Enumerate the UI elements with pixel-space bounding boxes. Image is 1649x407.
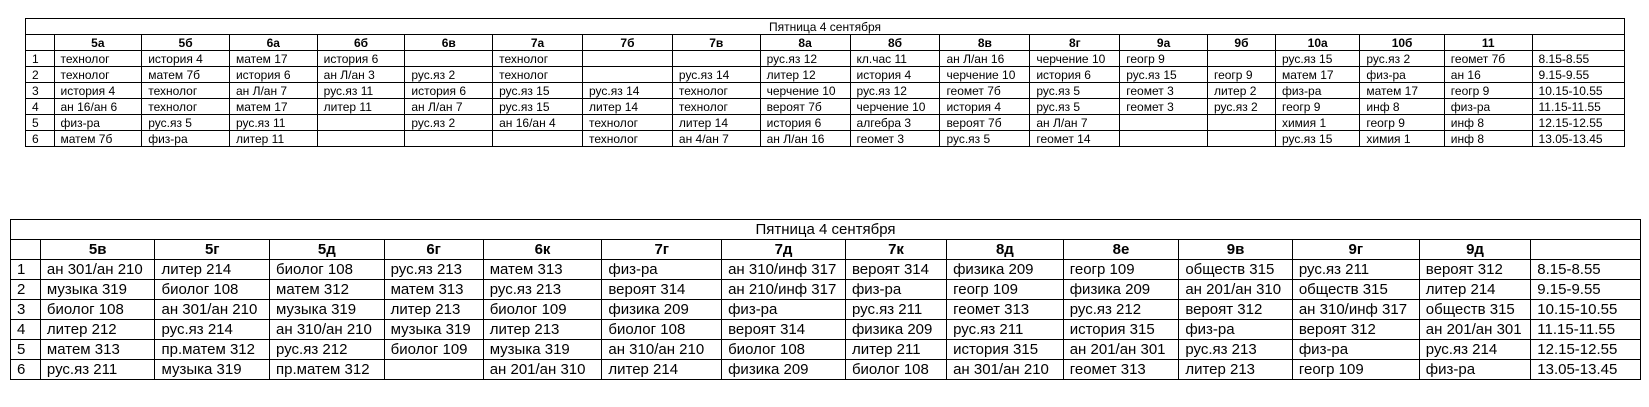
lesson-cell: рус.яз 2	[405, 67, 493, 83]
schedule-table-1	[25, 18, 1625, 147]
lesson-cell: матем 17	[1360, 83, 1444, 99]
lesson-cell: черчение 10	[940, 67, 1030, 83]
lesson-cell: музыка 319	[384, 320, 483, 340]
lesson-cell: ан 310/ан 210	[270, 320, 385, 340]
lesson-cell: рус.яз 15	[493, 99, 583, 115]
lesson-cell: инф 8	[1360, 99, 1444, 115]
lesson-cell: рус.яз 15	[1120, 67, 1208, 83]
lesson-cell: рус.яз 11	[317, 83, 405, 99]
lesson-cell: ан 301/ан 210	[155, 300, 270, 320]
lesson-cell: ан 16/ан 6	[54, 99, 142, 115]
table-row	[26, 51, 1625, 67]
lesson-time: 12.15-12.55	[1532, 115, 1624, 131]
lesson-cell	[405, 131, 493, 147]
lesson-cell: литер 214	[1419, 280, 1530, 300]
lesson-cell: история 4	[850, 67, 940, 83]
lesson-cell: ан 310/инф 317	[1292, 300, 1419, 320]
class-header: 7к	[845, 240, 946, 260]
lesson-cell: вероят 7б	[940, 115, 1030, 131]
lesson-cell	[384, 360, 483, 380]
table-row	[11, 260, 1641, 280]
lesson-cell: технолог	[142, 83, 230, 99]
table-row	[26, 115, 1625, 131]
lesson-cell: геомет 313	[1063, 360, 1179, 380]
lesson-cell: физ-ра	[1360, 67, 1444, 83]
class-header: 8б	[850, 35, 940, 51]
lesson-cell: рус.яз 214	[1419, 340, 1530, 360]
class-header: 8е	[1063, 240, 1179, 260]
table-row	[26, 83, 1625, 99]
lesson-cell: геогр 9	[1275, 99, 1359, 115]
table-title: Пятница 4 сентября	[26, 19, 1625, 35]
lesson-cell: история 6	[405, 83, 493, 99]
class-header: 6г	[384, 240, 483, 260]
lesson-cell	[1120, 115, 1208, 131]
title-row	[26, 19, 1625, 35]
corner-cell	[26, 35, 55, 51]
lesson-cell: ан 201/ан 301	[1063, 340, 1179, 360]
lesson-cell: обществ 315	[1179, 260, 1293, 280]
lesson-cell: история 6	[1030, 67, 1120, 83]
lesson-cell: геомет 7б	[1444, 51, 1532, 67]
class-header: 7г	[602, 240, 722, 260]
lesson-cell: ан 301/ан 210	[40, 260, 155, 280]
lesson-cell: рус.яз 15	[1275, 51, 1359, 67]
lesson-cell: литер 12	[760, 67, 850, 83]
lesson-cell: физика 209	[722, 360, 846, 380]
lesson-cell: физ-ра	[602, 260, 722, 280]
class-header: 10б	[1360, 35, 1444, 51]
class-header: 9б	[1207, 35, 1275, 51]
lesson-cell: геогр 9	[1207, 67, 1275, 83]
lesson-cell: технолог	[672, 83, 760, 99]
lesson-cell: пр.матем 312	[270, 360, 385, 380]
lesson-cell: ан 310/инф 317	[722, 260, 846, 280]
lesson-time: 11.15-11.55	[1532, 99, 1624, 115]
lesson-cell: технолог	[583, 131, 673, 147]
time-header	[1531, 240, 1641, 260]
lesson-cell: рус.яз 212	[1063, 300, 1179, 320]
class-header: 5д	[270, 240, 385, 260]
lesson-time: 12.15-12.55	[1531, 340, 1641, 360]
lesson-cell: литер 2	[1207, 83, 1275, 99]
lesson-cell: рус.яз 2	[1360, 51, 1444, 67]
lesson-cell: рус.яз 11	[229, 115, 317, 131]
lesson-cell: рус.яз 5	[940, 131, 1030, 147]
lesson-cell: обществ 315	[1419, 300, 1530, 320]
lesson-cell: рус.яз 211	[947, 320, 1064, 340]
lesson-cell: матем 17	[1275, 67, 1359, 83]
table-row	[26, 99, 1625, 115]
lesson-time: 9.15-9.55	[1532, 67, 1624, 83]
lesson-cell: черчение 10	[760, 83, 850, 99]
lesson-cell: биолог 108	[722, 340, 846, 360]
lesson-cell: ан 301/ан 210	[947, 360, 1064, 380]
header-row	[26, 35, 1625, 51]
class-header: 8д	[947, 240, 1064, 260]
corner-cell	[11, 240, 41, 260]
lesson-cell: вероят 314	[845, 260, 946, 280]
lesson-time: 10.15-10.55	[1532, 83, 1624, 99]
lesson-cell: матем 312	[270, 280, 385, 300]
lesson-cell: ан 16	[1444, 67, 1532, 83]
table-row	[11, 360, 1641, 380]
class-header: 8г	[1030, 35, 1120, 51]
lesson-cell: технолог	[493, 67, 583, 83]
lesson-cell	[583, 67, 673, 83]
lesson-cell	[493, 131, 583, 147]
lesson-cell: геомет 313	[947, 300, 1064, 320]
class-header: 7в	[672, 35, 760, 51]
lesson-cell: литер 212	[40, 320, 155, 340]
lesson-cell: биолог 108	[845, 360, 946, 380]
lesson-cell: геогр 109	[1292, 360, 1419, 380]
class-header: 6в	[405, 35, 493, 51]
class-header: 8а	[760, 35, 850, 51]
lesson-cell: рус.яз 214	[155, 320, 270, 340]
lesson-cell: ан Л/ан 7	[1030, 115, 1120, 131]
lesson-cell: вероят 312	[1179, 300, 1293, 320]
lesson-cell	[672, 51, 760, 67]
lesson-cell: литер 213	[483, 320, 602, 340]
lesson-cell: ан Л/ан 7	[229, 83, 317, 99]
lesson-cell: технолог	[493, 51, 583, 67]
class-header: 6а	[229, 35, 317, 51]
lesson-cell: матем 17	[229, 51, 317, 67]
lesson-cell	[1120, 131, 1208, 147]
lesson-cell: биолог 108	[270, 260, 385, 280]
lesson-number: 2	[26, 67, 55, 83]
lesson-cell: рус.яз 213	[483, 280, 602, 300]
lesson-cell: геогр 109	[947, 280, 1064, 300]
class-header: 5а	[54, 35, 142, 51]
lesson-cell: матем 17	[229, 99, 317, 115]
lesson-cell: ан 16/ан 4	[493, 115, 583, 131]
lesson-time: 10.15-10.55	[1531, 300, 1641, 320]
lesson-cell: литер 11	[229, 131, 317, 147]
class-header: 7а	[493, 35, 583, 51]
class-header: 6б	[317, 35, 405, 51]
lesson-cell: геогр 9	[1360, 115, 1444, 131]
lesson-cell: черчение 10	[850, 99, 940, 115]
lesson-cell: биолог 108	[155, 280, 270, 300]
lesson-cell: геогр 9	[1444, 83, 1532, 99]
lesson-cell: литер 213	[1179, 360, 1293, 380]
lesson-time: 13.05-13.45	[1532, 131, 1624, 147]
lesson-cell: рус.яз 14	[583, 83, 673, 99]
lesson-cell: ан 201/ан 310	[1179, 280, 1293, 300]
table-row	[11, 280, 1641, 300]
lesson-cell: вероят 7б	[760, 99, 850, 115]
lesson-cell: история 315	[1063, 320, 1179, 340]
lesson-cell: литер 214	[602, 360, 722, 380]
lesson-cell: физика 209	[1063, 280, 1179, 300]
class-header: 11	[1444, 35, 1532, 51]
lesson-cell: ан Л/ан 16	[760, 131, 850, 147]
lesson-cell: физ-ра	[722, 300, 846, 320]
lesson-cell: геомет 3	[1120, 83, 1208, 99]
class-header: 5в	[40, 240, 155, 260]
lesson-cell: ан 210/инф 317	[722, 280, 846, 300]
lesson-cell: вероят 314	[602, 280, 722, 300]
lesson-cell: физ-ра	[1444, 99, 1532, 115]
class-header: 10а	[1275, 35, 1359, 51]
lesson-cell: музыка 319	[483, 340, 602, 360]
lesson-cell: биолог 108	[602, 320, 722, 340]
lesson-cell: рус.яз 2	[405, 115, 493, 131]
lesson-cell: ан Л/ан 16	[940, 51, 1030, 67]
lesson-cell: геогр 109	[1063, 260, 1179, 280]
table-row	[26, 67, 1625, 83]
class-header: 7б	[583, 35, 673, 51]
lesson-cell: технолог	[142, 99, 230, 115]
lesson-cell: физика 209	[602, 300, 722, 320]
lesson-cell: литер 214	[155, 260, 270, 280]
lesson-number: 2	[11, 280, 41, 300]
header-row	[11, 240, 1641, 260]
lesson-number: 4	[26, 99, 55, 115]
lesson-time: 13.05-13.45	[1531, 360, 1641, 380]
lesson-cell: ан Л/ан 7	[405, 99, 493, 115]
lesson-number: 3	[26, 83, 55, 99]
lesson-cell: ан 4/ан 7	[672, 131, 760, 147]
lesson-number: 3	[11, 300, 41, 320]
class-header: 9а	[1120, 35, 1208, 51]
lesson-cell: химия 1	[1275, 115, 1359, 131]
lesson-cell: инф 8	[1444, 131, 1532, 147]
class-header: 6к	[483, 240, 602, 260]
lesson-cell: рус.яз 5	[1030, 99, 1120, 115]
lesson-cell: музыка 319	[270, 300, 385, 320]
table-row	[11, 300, 1641, 320]
lesson-cell: рус.яз 5	[1030, 83, 1120, 99]
class-header: 7д	[722, 240, 846, 260]
lesson-number: 6	[26, 131, 55, 147]
lesson-time: 11.15-11.55	[1531, 320, 1641, 340]
lesson-cell	[405, 51, 493, 67]
lesson-cell: рус.яз 213	[1179, 340, 1293, 360]
lesson-cell: история 4	[142, 51, 230, 67]
lesson-cell: рус.яз 212	[270, 340, 385, 360]
lesson-cell: литер 14	[672, 115, 760, 131]
lesson-cell: рус.яз 12	[850, 83, 940, 99]
lesson-cell	[1207, 51, 1275, 67]
class-header: 9д	[1419, 240, 1530, 260]
lesson-cell: геомет 3	[850, 131, 940, 147]
lesson-cell: история 4	[940, 99, 1030, 115]
lesson-cell: рус.яз 213	[384, 260, 483, 280]
lesson-time: 8.15-8.55	[1531, 260, 1641, 280]
class-header: 5г	[155, 240, 270, 260]
lesson-cell: рус.яз 15	[493, 83, 583, 99]
lesson-cell: физ-ра	[1419, 360, 1530, 380]
table-row	[11, 340, 1641, 360]
lesson-cell: геомет 14	[1030, 131, 1120, 147]
lesson-cell: история 6	[760, 115, 850, 131]
lesson-cell: обществ 315	[1292, 280, 1419, 300]
lesson-cell	[317, 115, 405, 131]
lesson-cell: физика 209	[845, 320, 946, 340]
lesson-number: 5	[11, 340, 41, 360]
lesson-cell	[1207, 115, 1275, 131]
lesson-cell: ан 310/ан 210	[602, 340, 722, 360]
lesson-cell: матем 7б	[142, 67, 230, 83]
lesson-cell: физ-ра	[845, 280, 946, 300]
lesson-cell: физ-ра	[54, 115, 142, 131]
lesson-cell: матем 313	[483, 260, 602, 280]
lesson-cell: физ-ра	[1179, 320, 1293, 340]
lesson-time: 9.15-9.55	[1531, 280, 1641, 300]
lesson-cell: история 4	[54, 83, 142, 99]
lesson-cell: химия 1	[1360, 131, 1444, 147]
lesson-cell: геомет 3	[1120, 99, 1208, 115]
lesson-number: 1	[11, 260, 41, 280]
lesson-cell: черчение 10	[1030, 51, 1120, 67]
lesson-cell: музыка 319	[40, 280, 155, 300]
lesson-cell: история 315	[947, 340, 1064, 360]
lesson-cell: инф 8	[1444, 115, 1532, 131]
lesson-cell: кл.час 11	[850, 51, 940, 67]
lesson-time: 8.15-8.55	[1532, 51, 1624, 67]
lesson-cell: рус.яз 211	[845, 300, 946, 320]
lesson-cell	[1207, 131, 1275, 147]
lesson-cell: рус.яз 5	[142, 115, 230, 131]
table-row	[26, 131, 1625, 147]
lesson-cell: физика 209	[947, 260, 1064, 280]
lesson-cell: литер 213	[384, 300, 483, 320]
lesson-cell: матем 313	[40, 340, 155, 360]
lesson-cell: рус.яз 211	[1292, 260, 1419, 280]
lesson-cell: пр.матем 312	[155, 340, 270, 360]
lesson-cell: биолог 108	[40, 300, 155, 320]
lesson-cell: литер 14	[583, 99, 673, 115]
table-title: Пятница 4 сентября	[11, 220, 1641, 240]
table-row	[11, 320, 1641, 340]
lesson-cell: литер 11	[317, 99, 405, 115]
lesson-cell: ан Л/ан 3	[317, 67, 405, 83]
lesson-cell	[317, 131, 405, 147]
lesson-cell: рус.яз 2	[1207, 99, 1275, 115]
lesson-number: 5	[26, 115, 55, 131]
lesson-cell: геогр 9	[1120, 51, 1208, 67]
class-header: 5б	[142, 35, 230, 51]
lesson-cell: литер 211	[845, 340, 946, 360]
lesson-number: 4	[11, 320, 41, 340]
lesson-cell: история 6	[317, 51, 405, 67]
lesson-cell: биолог 109	[483, 300, 602, 320]
lesson-cell: физ-ра	[1292, 340, 1419, 360]
lesson-cell: вероят 312	[1292, 320, 1419, 340]
lesson-cell: технолог	[54, 51, 142, 67]
lesson-cell: рус.яз 211	[40, 360, 155, 380]
lesson-number: 6	[11, 360, 41, 380]
lesson-cell: технолог	[583, 115, 673, 131]
lesson-cell: геомет 7б	[940, 83, 1030, 99]
lesson-cell: ан 201/ан 301	[1419, 320, 1530, 340]
lesson-cell: технолог	[54, 67, 142, 83]
lesson-cell: музыка 319	[155, 360, 270, 380]
lesson-cell: вероят 312	[1419, 260, 1530, 280]
time-header	[1532, 35, 1624, 51]
lesson-cell: матем 7б	[54, 131, 142, 147]
lesson-cell: рус.яз 14	[672, 67, 760, 83]
lesson-cell	[583, 51, 673, 67]
lesson-cell: рус.яз 15	[1275, 131, 1359, 147]
schedule-table-2	[10, 219, 1641, 380]
lesson-number: 1	[26, 51, 55, 67]
lesson-cell: физ-ра	[1275, 83, 1359, 99]
lesson-cell: технолог	[672, 99, 760, 115]
class-header: 9в	[1179, 240, 1293, 260]
lesson-cell: ан 201/ан 310	[483, 360, 602, 380]
lesson-cell: алгебра 3	[850, 115, 940, 131]
lesson-cell: вероят 314	[722, 320, 846, 340]
class-header: 8в	[940, 35, 1030, 51]
lesson-cell: биолог 109	[384, 340, 483, 360]
title-row	[11, 220, 1641, 240]
lesson-cell: история 6	[229, 67, 317, 83]
class-header: 9г	[1292, 240, 1419, 260]
lesson-cell: матем 313	[384, 280, 483, 300]
lesson-cell: физ-ра	[142, 131, 230, 147]
lesson-cell: рус.яз 12	[760, 51, 850, 67]
